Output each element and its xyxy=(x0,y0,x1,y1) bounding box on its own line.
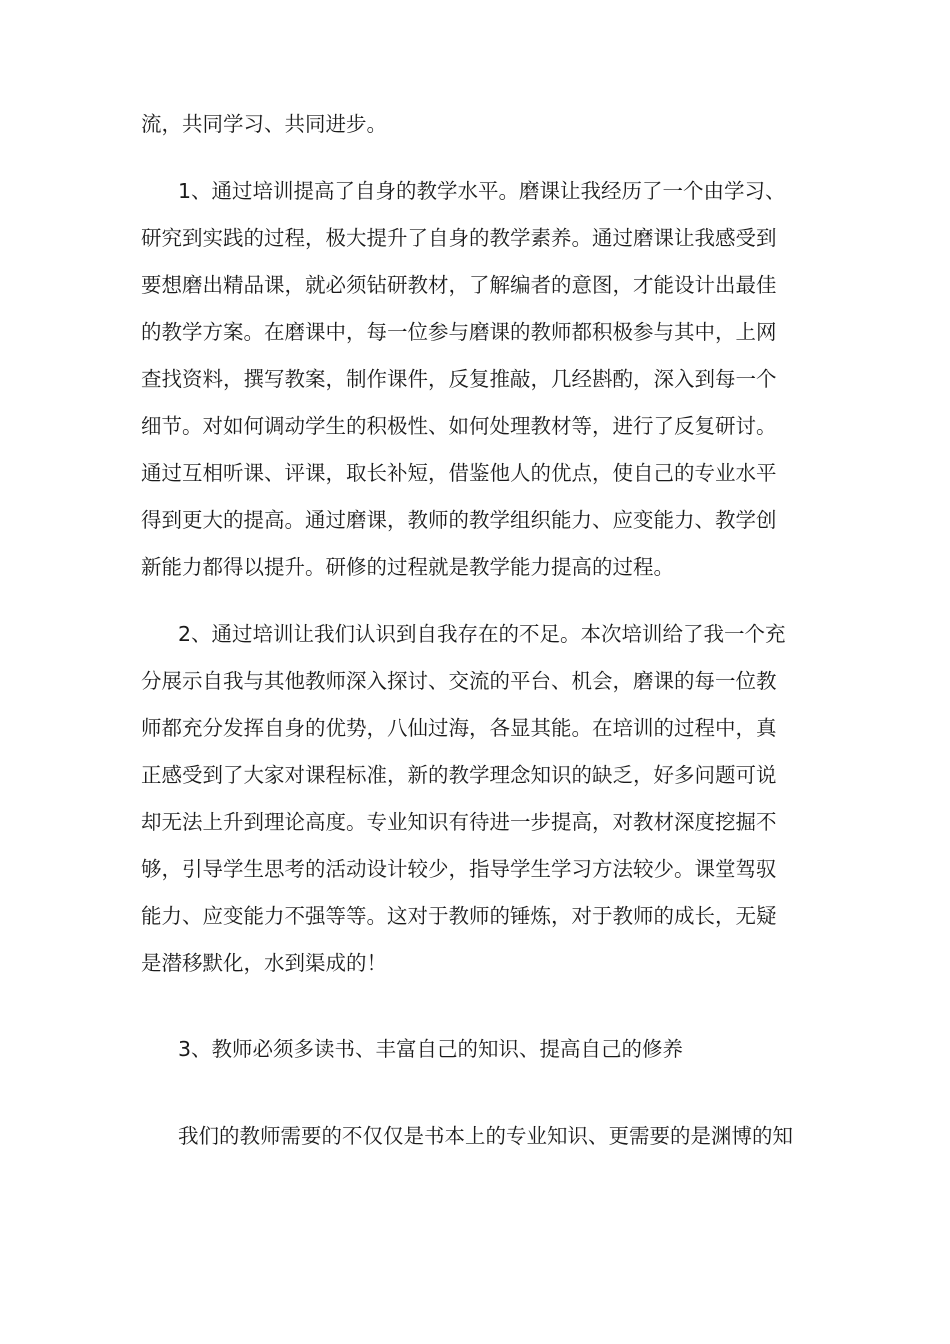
paragraph-1-line: 查找资料，撰写教案，制作课件，反复推敲，几经斟酌，深入到每一个 xyxy=(141,367,777,391)
paragraph-1-line: 新能力都得以提升。研修的过程就是教学能力提高的过程。 xyxy=(141,555,674,579)
paragraph-4-line: 我们的教师需要的不仅仅是书本上的专业知识、更需要的是渊博的知 xyxy=(178,1124,793,1148)
heading-3-line: 3、教师必须多读书、丰富自己的知识、提高自己的修养 xyxy=(178,1037,684,1061)
paragraph-2-line: 却无法上升到理论高度。专业知识有待进一步提高，对教材深度挖掘不 xyxy=(141,810,777,834)
paragraph-1-line: 的教学方案。在磨课中，每一位参与磨课的教师都积极参与其中，上网 xyxy=(141,320,777,344)
paragraph-2-line: 正感受到了大家对课程标准，新的教学理念知识的缺乏，好多问题可说 xyxy=(141,763,777,787)
paragraph-continuation-line: 流，共同学习、共同进步。 xyxy=(141,112,387,136)
paragraph-2-line: 师都充分发挥自身的优势，八仙过海，各显其能。在培训的过程中，真 xyxy=(141,716,777,740)
paragraph-2-line: 够，引导学生思考的活动设计较少，指导学生学习方法较少。课堂驾驭 xyxy=(141,857,777,881)
paragraph-1-line: 细节。对如何调动学生的积极性、如何处理教材等，进行了反复研讨。 xyxy=(141,414,777,438)
paragraph-1-line: 得到更大的提高。通过磨课，教师的教学组织能力、应变能力、教学创 xyxy=(141,508,777,532)
paragraph-2-line: 分展示自我与其他教师深入探讨、交流的平台、机会，磨课的每一位教 xyxy=(141,669,777,693)
paragraph-2-line: 能力、应变能力不强等等。这对于教师的锤炼，对于教师的成长，无疑 xyxy=(141,904,777,928)
paragraph-1-line: 要想磨出精品课，就必须钻研教材，了解编者的意图，才能设计出最佳 xyxy=(141,273,777,297)
paragraph-1-line: 研究到实践的过程，极大提升了自身的教学素养。通过磨课让我感受到 xyxy=(141,226,777,250)
paragraph-1-line: 通过互相听课、评课，取长补短，借鉴他人的优点，使自己的专业水平 xyxy=(141,461,777,485)
paragraph-2-line: 是潜移默化，水到渠成的！ xyxy=(141,951,387,975)
paragraph-1-line: 1、通过培训提高了自身的教学水平。磨课让我经历了一个由学习、 xyxy=(178,179,786,203)
paragraph-2-line: 2、通过培训让我们认识到自我存在的不足。本次培训给了我一个充 xyxy=(178,622,786,646)
